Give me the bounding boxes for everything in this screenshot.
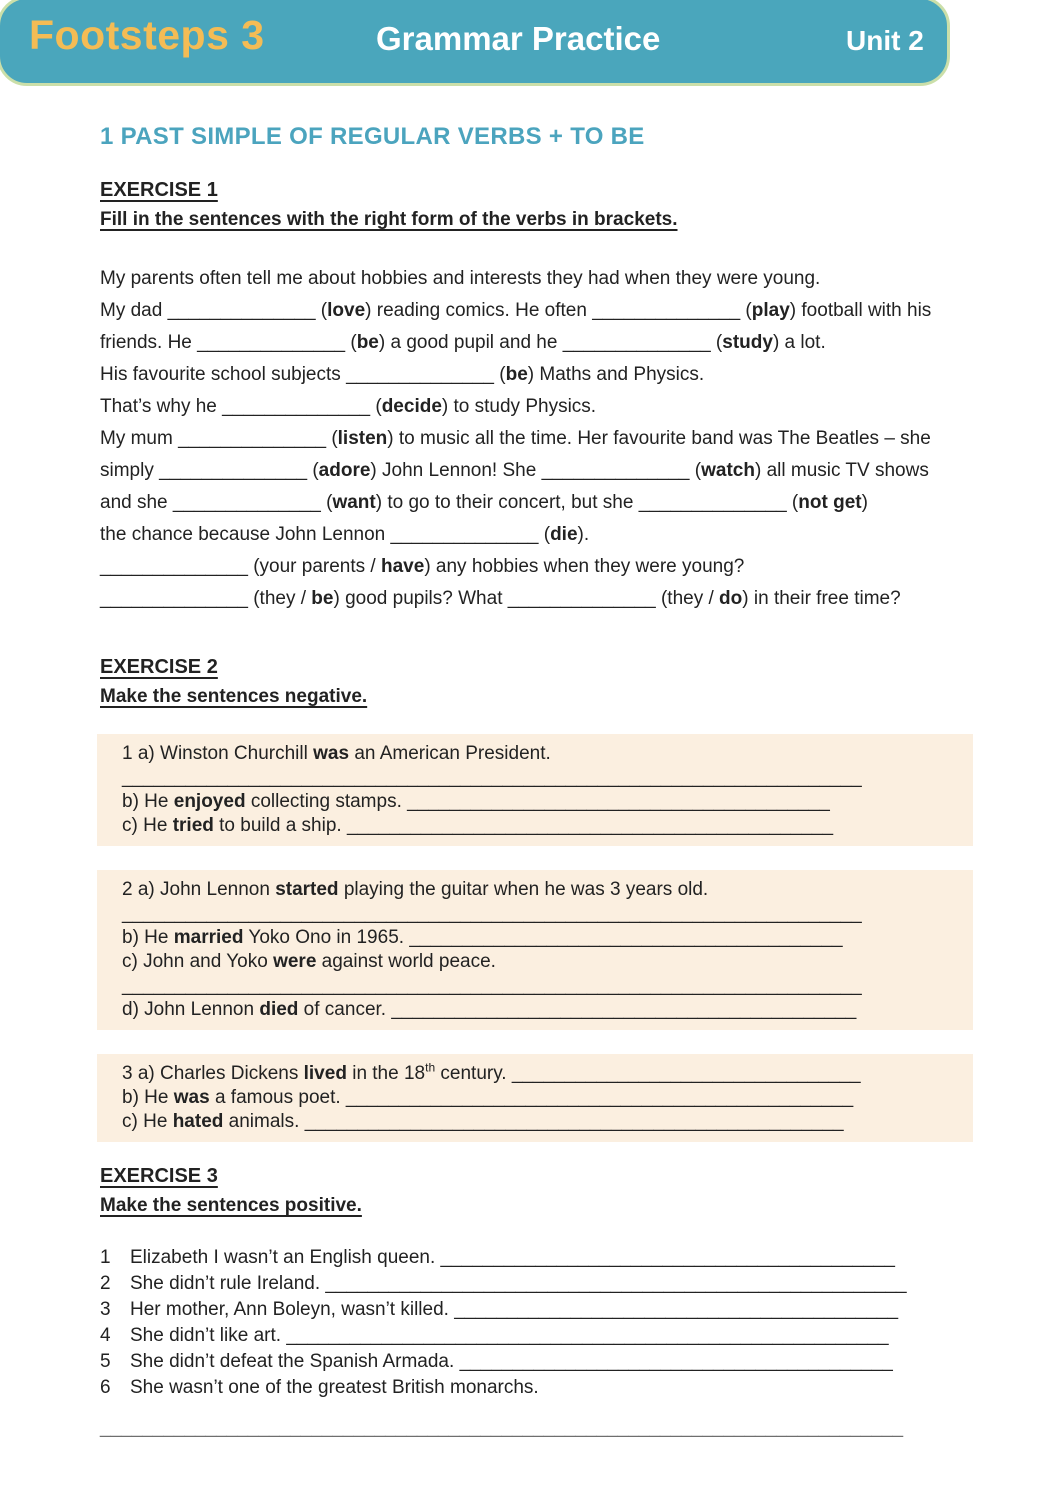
blank-line: ______________ [507, 588, 656, 609]
sentence-line: c) John and Yoko were against world peace. [122, 951, 496, 972]
document-title: Grammar Practice [376, 20, 661, 57]
sentence-block-2 [97, 870, 973, 1030]
list-item [100, 1375, 1000, 1401]
list-item [100, 1349, 1000, 1375]
item-text: She didn’t defeat the Spanish Armada. _________________________________________ [130, 1351, 893, 1372]
fill-in-sentence-line: That’s why he ______________ (decide) to study Physics. [100, 396, 597, 417]
item-number: 3 [100, 1299, 111, 1320]
list-item [100, 1323, 1000, 1349]
blank-line: _________________________________________ [459, 1351, 893, 1372]
unit-label: Unit 2 [846, 25, 924, 56]
sentence-line [122, 766, 965, 790]
exercise-1-instruction: Fill in the sentences with the right form of the verbs in brackets. [100, 209, 678, 230]
blank-line: ______________ [222, 396, 371, 417]
blank-line: ______________________________________________________________________ [122, 767, 862, 788]
exercise-2-heading: EXERCISE 2 [100, 656, 218, 678]
sentence-line: 3 a) Charles Dickens lived in the 18th century. _________________________________ [122, 1060, 861, 1084]
exercise-3-heading: EXERCISE 3 [100, 1165, 218, 1187]
exercise-3-list [100, 1245, 1000, 1401]
item-number: 5 [100, 1351, 111, 1372]
blank-line: ________________________________________ [407, 791, 830, 812]
list-item [100, 1245, 1000, 1271]
blank-line: ___________________________________________________ [304, 1111, 844, 1132]
item-text: She didn’t like art. _________________________________________________________ [130, 1325, 889, 1346]
item-text: She wasn’t one of the greatest British monarchs. [130, 1377, 539, 1398]
blank-line: __________________________________________ [454, 1299, 899, 1320]
sentence-line: b) He married Yoko Ono in 1965. _________________________________________ [122, 927, 843, 948]
blank-line: ______________ [100, 588, 248, 609]
list-item [100, 1271, 1000, 1297]
brand-title: Footsteps 3 [29, 12, 265, 58]
blank-line: ________________________________________________ [345, 1087, 854, 1108]
header-banner [0, 0, 950, 86]
sentence-line: c) He hated animals. ___________________________________________________ [122, 1111, 844, 1132]
exercise-3-section [100, 1164, 1000, 1441]
exercise-1-paragraph [100, 263, 1000, 615]
blank-line: ___________________________________________ [440, 1247, 895, 1268]
fill-in-sentence-line: His favourite school subjects ______________ (be) Maths and Physics. [100, 364, 705, 385]
blank-line: ______________ [159, 460, 308, 481]
blank-line: ______________ [172, 492, 321, 513]
fill-in-sentence-line: simply ______________ (adore) John Lennon! She ______________ (watch) all music TV shows [100, 460, 929, 481]
sentence-line: b) He enjoyed collecting stamps. ________________________________________ [122, 791, 830, 812]
exercise-1-section [100, 178, 1000, 615]
answer-line [100, 1415, 1000, 1441]
sentence-line: d) John Lennon died of cancer. ____________________________________________ [122, 999, 857, 1020]
exercise-1-heading: EXERCISE 1 [100, 179, 218, 201]
list-item [100, 1297, 1000, 1323]
sentence-line: 2 a) John Lennon started playing the guitar when he was 3 years old. [122, 879, 709, 900]
fill-in-sentence-line: friends. He ______________ (be) a good pupil and he ______________ (study) a lot. [100, 332, 826, 353]
sentence-line: c) He tried to build a ship. ______________________________________________ [122, 815, 834, 836]
item-text: Elizabeth I wasn’t an English queen. ___________________________________________ [130, 1247, 895, 1268]
fill-in-sentence-line: My parents often tell me about hobbies and interests they had when they were young. [100, 268, 821, 289]
blank-line: _______________________________________________________ [325, 1273, 907, 1294]
blank-line: ______________ [100, 556, 248, 577]
fill-in-sentence-line: the chance because John Lennon ______________ (die). [100, 524, 590, 545]
blank-line: ______________ [197, 332, 346, 353]
blank-line: ______________________________________________________________________ [122, 903, 862, 924]
section-title: 1 PAST SIMPLE OF REGULAR VERBS + TO BE [100, 123, 645, 150]
sentence-line: 1 a) Winston Churchill was an American President. [122, 743, 551, 764]
item-number: 6 [100, 1377, 111, 1398]
exercise-2-instruction: Make the sentences negative. [100, 686, 368, 707]
blank-line: _________________________________________ [409, 927, 843, 948]
item-number: 2 [100, 1273, 111, 1294]
worksheet-content [0, 123, 1000, 1441]
sentence-line [122, 974, 965, 998]
blank-line: ______________________________________________ [346, 815, 834, 836]
blank-line: ______________ [541, 460, 690, 481]
blank-line: ______________ [178, 428, 327, 449]
blank-line: ______________ [562, 332, 711, 353]
blank-line: _________________________________________________________ [286, 1325, 889, 1346]
exercise-2-section [100, 655, 1000, 1142]
blank-line: ______________________________________________________________________ [122, 975, 862, 996]
fill-in-sentence-line: My mum ______________ (listen) to music all the time. Her favourite band was The Beatles – she [100, 428, 931, 449]
item-number: 1 [100, 1247, 111, 1268]
blank-line: ______________ [390, 524, 539, 545]
blank-line: ______________ [638, 492, 787, 513]
sentence-block-3 [97, 1054, 973, 1142]
item-text: Her mother, Ann Boleyn, wasn’t killed. __________________________________________ [130, 1299, 899, 1320]
item-text: She didn’t rule Ireland. _______________________________________________________ [130, 1273, 907, 1294]
blank-line: ______________ [167, 300, 316, 321]
fill-in-sentence-line: and she ______________ (want) to go to their concert, but she ______________ (not get) [100, 492, 868, 513]
sentence-block-1 [97, 734, 973, 846]
blank-line: ____________________________________________________________________________ [100, 1417, 904, 1438]
exercise-3-instruction: Make the sentences positive. [100, 1195, 362, 1216]
fill-in-sentence-line: ______________ (your parents / have) any hobbies when they were young? [100, 556, 745, 577]
fill-in-sentence-line: My dad ______________ (love) reading comics. He often ______________ (play) football with his [100, 300, 932, 321]
fill-in-sentence-line: ______________ (they / be) good pupils? What ______________ (they / do) in their free time? [100, 588, 901, 609]
sentence-line [122, 902, 965, 926]
item-number: 4 [100, 1325, 111, 1346]
blank-line: ____________________________________________ [391, 999, 857, 1020]
blank-line: ______________ [592, 300, 741, 321]
sentence-line: b) He was a famous poet. ________________________________________________ [122, 1087, 854, 1108]
blank-line: ______________ [346, 364, 494, 385]
blank-line: _________________________________ [511, 1063, 861, 1084]
